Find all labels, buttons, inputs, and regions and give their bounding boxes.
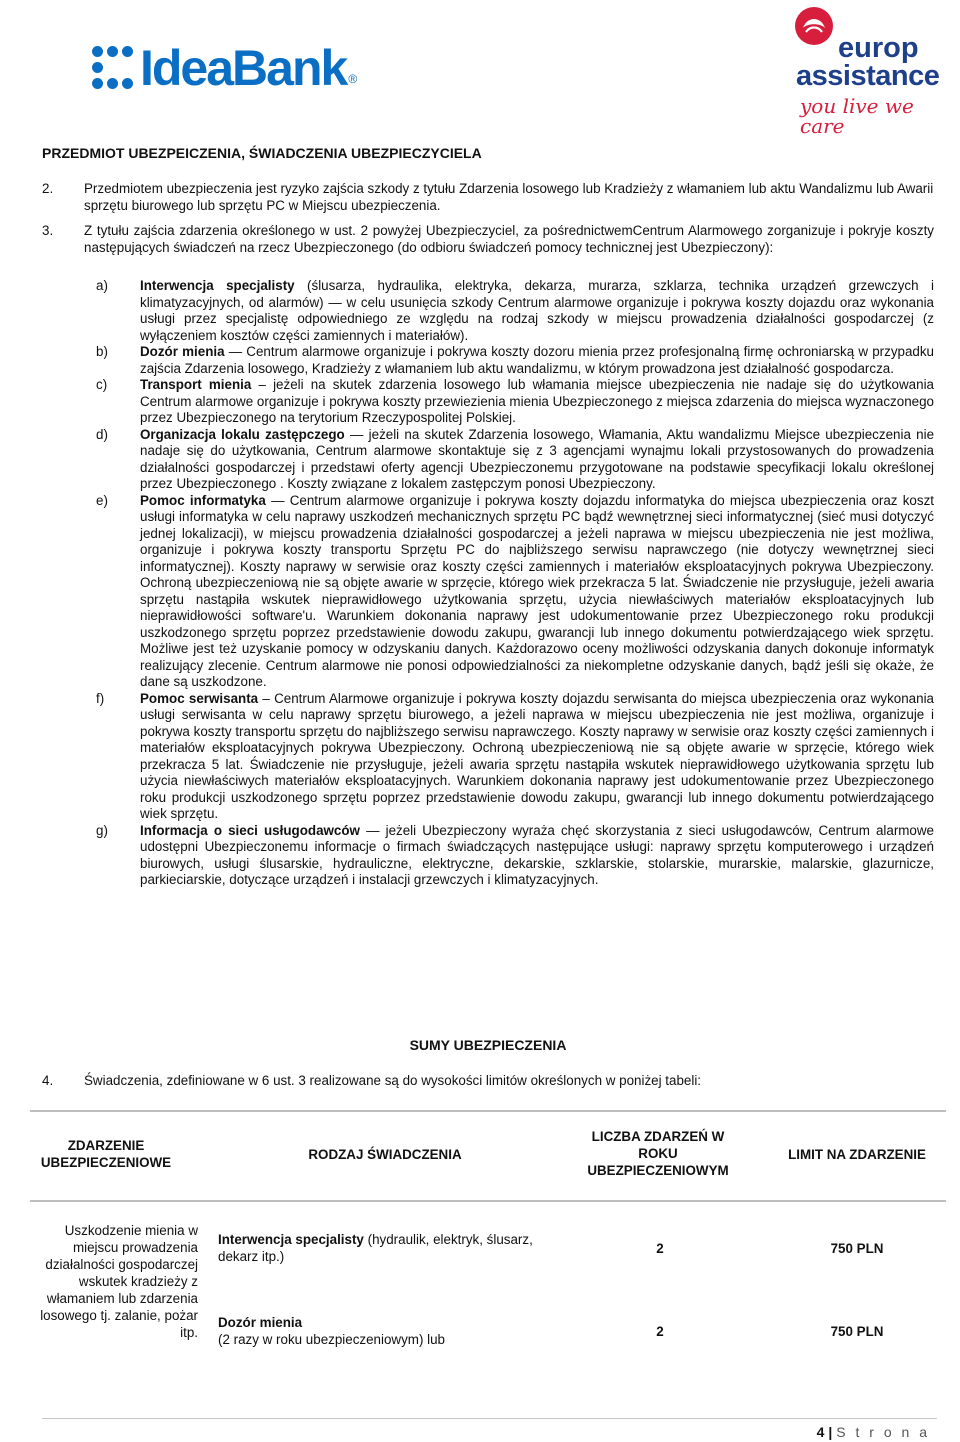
list-item-body [140,493,934,691]
idea-bank-wordmark: IdeaBank [140,40,347,96]
list-item-body [140,344,934,377]
list-item [96,691,934,823]
list-item-label: e) [96,492,108,508]
assistance-wordmark: assistance [796,60,940,92]
list-item-text: – Centrum Alarmowe organizuje i pokrywa koszty dojazdu serwisanta do miejsca ubezpieczenia oraz wykonania usługi serwisanta w celu naprawy sprzętu biurowego, a jeżeli naprawa w miejscu ubezpieczenia nie jest możliwa, organizuje i pokrywa koszty transportu sprzętu do najbliższego serwisu naprawczego. Koszty naprawy w serwisie oraz koszty części zamiennych i materiałów eksploatacyjnych pokrywa Ubezpieczony. Ochroną ubezpieczeniową nie są objęte awarie w sprzęcie, którego wiek przekracza 5 lat. Świadczenie nie przysługuje, jeżeli awaria sprzętu nastąpiła wskutek nieprawidłowego użytkowania sprzętu lub użycia niewłaściwych materiałów eksploatacyjnych. Warunkiem dokonania naprawy jest udokumentowanie przez Ubezpieczonego roku produkcji uszkodzonego sprzętu poprzez przedstawienie dowodu zakupu, gwarancji lub innego dokumentu potwierdzającego wiek sprzętu. [140,690,934,821]
list-item-title: Transport mienia [140,377,252,392]
list-item-text: — jeżeli na skutek Zdarzenia losowego, Włamania, Aktu wandalizmu Miejsce ubezpieczenia nie nadaje się do użytkowania, Centrum alarmowe skontaktuje się z 3 agencjami wynajmu lokali przystosowanych do prowadzenia działalności gospodarczej i przedstawi oferty agencji Ubezpieczonemu przygotowane na podstawie specyfikacji lokalu określonej przez Ubezpieczonego . Koszty związane z lokalem zastępczym ponosi Ubezpieczony. [140,426,935,491]
idea-bank-logo [92,40,358,96]
registered-mark: ® [348,72,358,86]
list-item [96,427,934,493]
page-footer [817,1424,930,1440]
table-header-border [30,1200,946,1202]
service-text: (hydraulik, elektryk, ślusarz, dekarz itp.) [218,1232,533,1264]
idea-bank-dots-icon [92,46,134,90]
footer-label: S t r o n a [836,1424,930,1440]
table-cell-count: 2 [656,1324,664,1339]
list-item-title: Informacja o sieci usługodawców [140,822,360,838]
list-item-label: c) [96,377,108,392]
table-cell-service [218,1231,538,1265]
list-item-title: Interwencja specjalisty [140,278,295,293]
list-item [96,377,934,427]
list-item [96,493,934,691]
table-cell-service [218,1314,538,1348]
list-item-label: b) [96,344,108,359]
service-title: Interwencja specjalisty [218,1232,364,1247]
section-4-number: 4. [42,1073,54,1088]
table-top-border [30,1110,946,1112]
table-header-count: LICZBA ZDARZEŃ W ROKU UBEZPIECZENIOWYM [587,1129,729,1178]
list-item-body [140,278,934,344]
section-4-text: Świadczenia, zdefiniowane w 6 ust. 3 realizowane są do wysokości limitów określonych w poniżej tabeli: [84,1073,702,1088]
list-item-text: – jeżeli na skutek zdarzenia losowego lub włamania miejsce ubezpieczenia nie nadaje się do użytkowania Centrum alarmowe organizuje i pokrywa koszty przewiezienia mienia Ubezpieczonego z miejsca zdarzenia do miejsca wyznaczonego przez Ubezpieczonego na terytorium Rzeczypospolitej Polskiej. [140,377,934,425]
section-2-text: Przedmiotem ubezpieczenia jest ryzyko zajścia szkody z tytułu Zdarzenia losowego lub Kradzieży z włamaniem lub aktu Wandalizmu lub Awarii sprzętu biurowego lub sprzętu PC w Miejscu ubezpieczenia. [84,181,934,213]
section-2-number: 2. [42,181,54,196]
list-item-label: a) [96,278,108,293]
service-title: Dozór mienia [218,1315,303,1330]
list-item [96,344,934,377]
list-item-label: g) [96,822,108,838]
benefits-list [96,278,934,889]
table-cell-event: Uszkodzenie mienia w miejscu prowadzenia działalności gospodarczej wskutek kradzieży z włamaniem lub zdarzenia losowego tj. zalanie, pożar itp. [40,1223,198,1340]
list-item-text: — jeżeli Ubezpieczony wyraża chęć skorzystania z sieci usługodawców, Centrum alarmowe udostępni Ubezpieczonemu informacje o firmach świadczących następujące usługi: naprawy sprzętu komputerowego i urządzeń biurowych, usługi ślusarskie, hydrauliczne, elektryczne, dekarskie, szklarskie, stolarskie, murarskie, malarskie, glazurnicze, parkieciarskie, dotyczące urządzeń i instalacji grzewczych i klimatyzacyjnych. [140,822,934,887]
section-heading: PRZEDMIOT UBEZPEICZENIA, ŚWIADCZENIA UBEZPIECZYCIELA [42,145,482,161]
table-cell-limit: 750 PLN [830,1324,884,1339]
europ-assistance-logo [790,6,940,138]
service-text: (2 razy w roku ubezpieczeniowym) lub [218,1332,445,1347]
table-header-limit: LIMIT NA ZDARZENIE [788,1147,926,1162]
europ-tagline: you live we care [800,94,914,138]
list-item [96,823,934,889]
list-item-text: — Centrum alarmowe organizuje i pokrywa koszty dojazdu informatyka do miejsca ubezpieczenia oraz koszt usługi informatyka w celu naprawy uszkodzeń mechanicznych sprzętu PC bądź wewnętrznej sieci informatycznej (sieć musi dotyczyć jednej lokalizacji), w miejscu prowadzenia działalności gospodarczej a jeżeli naprawa w miejscu ubezpieczenia nie jest możliwa, organizuje i pokrywa koszty transportu Sprzętu PC do najbliższego serwisu naprawczego (nie dotyczy wewnętrznej sieci informatycznej). Koszty naprawy w serwisie oraz koszty części zamiennych i materiałów eksploatacyjnych pokrywa Ubezpieczony. Ochroną ubezpieczeniową nie są objęte awarie w sprzęcie, którego wiek przekracza 5 lat. Świadczenie nie przysługuje, jeżeli awaria sprzętu nastąpiła wskutek nieprawidłowego użytkowania sprzętu, użycia niewłaściwych materiałów eksploatacyjnych lub nieprawidłowości software'u. Warunkiem dokonania naprawy jest udokumentowanie przez Ubezpieczonego roku produkcji uszkodzonego sprzętu poprzez przedstawienie dowodu zakupu, gwarancji lub innego dokumentu potwierdzającego wiek sprzętu. Możliwe jest też uzyskanie pomocy w odzyskaniu danych. Każdorazowo oceny możliwości odzyskania danych dokonuje informatyk realizujący zlecenie. Centrum alarmowe nie ponosi odpowiedzialności za niekompletne odzyskanie danych, bądź jeśli się okaże, że dane są uszkodzone. [140,492,934,689]
footer-divider [42,1418,937,1419]
list-item-title: Pomoc informatyka [140,492,266,508]
list-item-title: Dozór mienia [140,344,225,359]
list-item [96,278,934,344]
list-item-label: f) [96,690,105,706]
section-3-number: 3. [42,223,54,238]
table-cell-count: 2 [656,1241,664,1256]
europ-assistance-emblem-icon [794,6,834,46]
list-item-body [140,427,934,493]
table-header-event: ZDARZENIE UBEZPIECZENIOWE [40,1138,172,1170]
list-item-label: d) [96,426,108,442]
europ-wordmark: europ [838,32,919,64]
footer-separator: | [828,1424,833,1440]
list-item-title: Organizacja lokalu zastępczego [140,426,345,442]
list-item-text: (ślusarza, hydraulika, elektryka, dekarza, murarza, szklarza, technika urządzeń grzewczych i klimatyzacyjnych, od alarmów) — w celu usunięcia szkody Centrum alarmowe organizuje i pokrywa koszty dojazdu oraz wykonania usługi przez specjalistę odpowiedniego ze względu na rodzaj szkody w miejscu prowadzenia działalności gospodarczej (z wyłączeniem kosztów części zamiennych i materiałów). [140,278,934,343]
list-item-body [140,377,934,427]
list-item-title: Pomoc serwisanta [140,690,259,706]
sumy-heading: SUMY UBEZPIECZENIA [409,1037,567,1053]
list-item-body [140,691,934,823]
list-item-body [140,823,934,889]
list-item-text: — Centrum alarmowe organizuje i pokrywa koszty dozoru mienia przez profesjonalną firmę ochroniarską w przypadku zajścia Zdarzenia losowego, Kradzieży z włamaniem lub aktu wandalizmu, w którym prowadzona jest działalność gospodarcza. [140,344,935,376]
table-cell-limit: 750 PLN [830,1241,884,1256]
page-number: 4 [816,1424,825,1440]
table-header-service: RODZAJ ŚWIADCZENIA [308,1147,462,1162]
section-3-text: Z tytułu zajścia zdarzenia określonego w ust. 2 powyżej Ubezpieczyciel, za pośrednictwemCentrum Alarmowego zorganizuje i pokryje koszty następujących świadczeń na rzecz Ubezpieczonego (do odbioru świadczeń pomocy technicznej jest Ubezpieczony): [84,223,934,255]
